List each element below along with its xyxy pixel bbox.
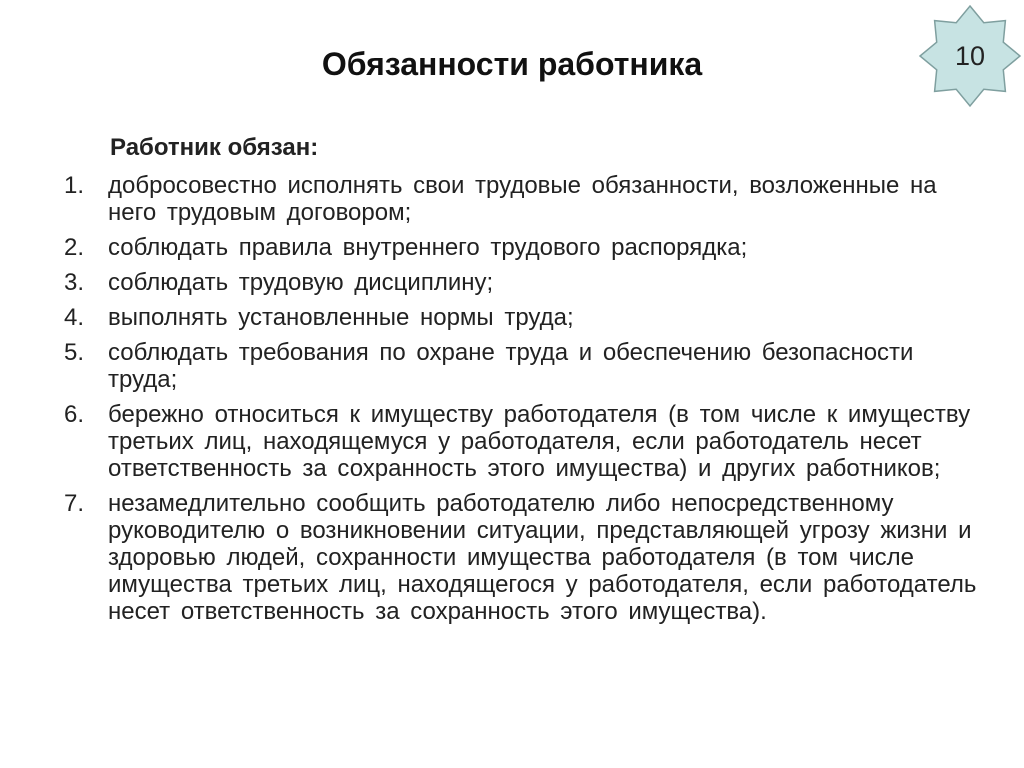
duty-number: 6. (64, 401, 85, 428)
duty-item-3 (64, 269, 984, 296)
duty-text: соблюдать трудовую дисциплину; (108, 269, 494, 296)
duty-text: соблюдать требования по охране труда и обеспечению безопасности труда; (108, 339, 914, 393)
duty-list (64, 172, 984, 633)
duty-number: 4. (64, 304, 85, 331)
duty-text: добросовестно исполнять свои трудовые обязанности, возложенные на него трудовым договором; (108, 172, 937, 226)
subtitle: Работник обязан: (110, 134, 319, 161)
duty-number: 7. (64, 490, 85, 517)
duty-item-5 (64, 339, 984, 393)
duty-text: бережно относиться к имуществу работодателя (в том числе к имуществу третьих лиц, находящемуся у работодателя, если работодатель несет ответственность за сохранность этого имущества) и других работников; (108, 401, 971, 482)
duty-number: 3. (64, 269, 85, 296)
duty-number: 5. (64, 339, 85, 366)
duty-text: незамедлительно сообщить работодателю либо непосредственному руководителю о возникновении ситуации, представляющей угрозу жизни и здоровью людей, сохранности имущества работодателя (в том числе имущества третьих лиц, находящегося у работодателя, если работодатель несет ответственность за сохранность этого имущества). (108, 490, 977, 625)
duty-item-2 (64, 234, 984, 261)
duty-item-6 (64, 401, 984, 482)
duty-number: 1. (64, 172, 85, 199)
page-number: 10 (954, 41, 986, 71)
duty-number: 2. (64, 234, 85, 261)
duty-text: соблюдать правила внутреннего трудового распорядка; (108, 234, 748, 261)
duty-item-7 (64, 490, 984, 625)
slide-title: Обязанности работника (321, 46, 703, 82)
duty-text: выполнять установленные нормы труда; (108, 304, 574, 331)
duty-item-4 (64, 304, 984, 331)
duty-item-1 (64, 172, 984, 226)
page-number-badge (918, 4, 1022, 108)
